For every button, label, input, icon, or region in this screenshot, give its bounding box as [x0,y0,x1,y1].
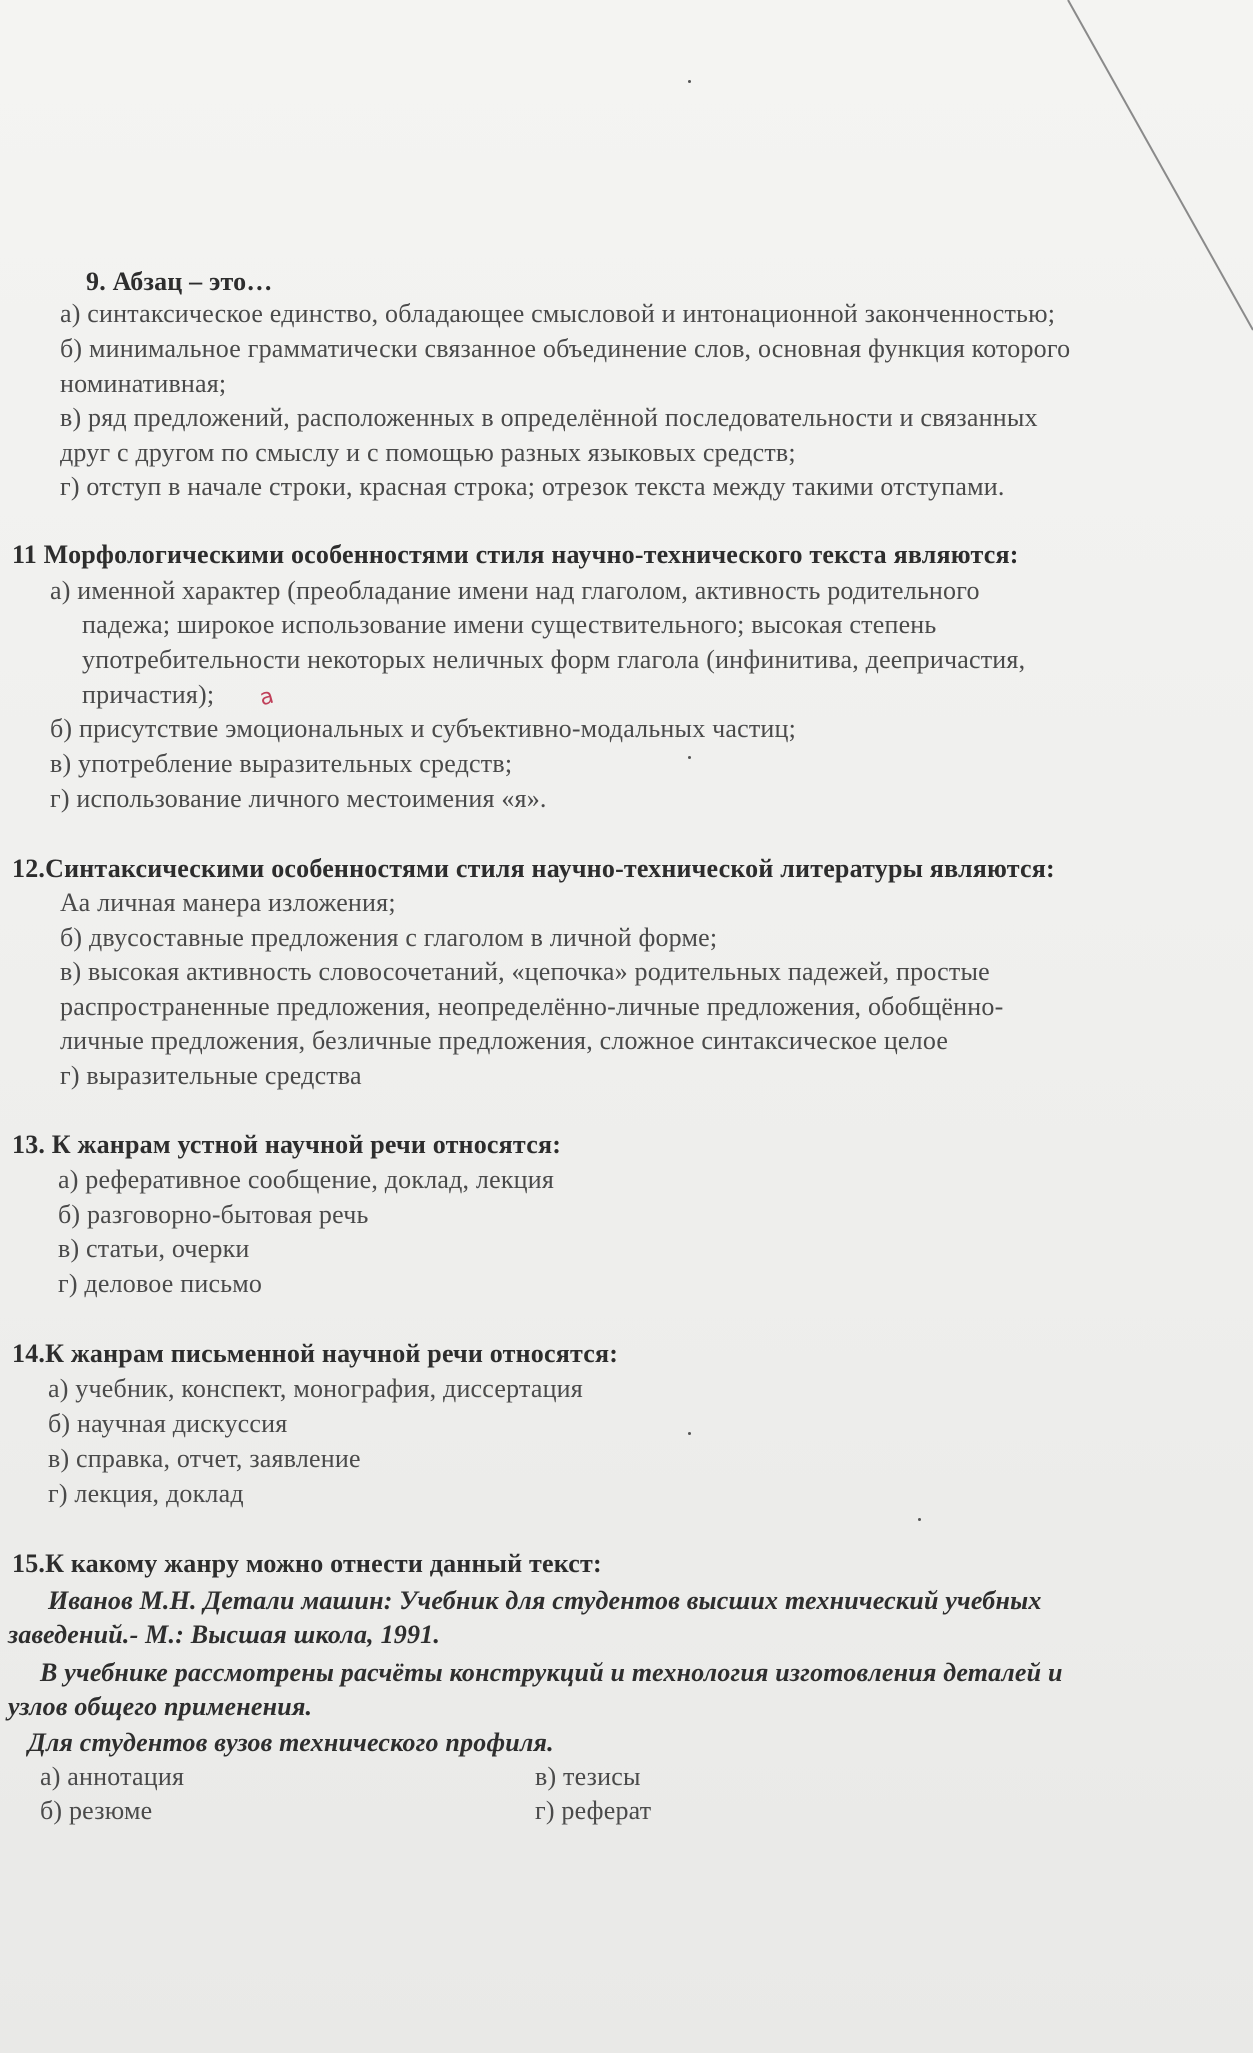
q15-text-line1: Иванов М.Н. Детали машин: Учебник для студентов высших технический учебных [48,1586,1042,1615]
q12-option-v-line3: личные предложения, безличные предложения, сложное синтаксическое целое [60,1026,949,1055]
q12-option-b: б) двусоставные предложения с глаголом в личной форме; [60,923,718,952]
q13-option-g: г) деловое письмо [58,1269,263,1298]
q14-option-a: а) учебник, конспект, монография, диссертация [48,1374,583,1403]
q11-option-a-line3: употребительности некоторых неличных форм глагола (инфинитива, деепричастия, [82,645,1026,674]
q11-option-g: г) использование личного местоимения «я». [50,784,547,813]
q11-option-v: в) употребление выразительных средств; [50,749,513,778]
q15-text-line3: В учебнике рассмотрены расчёты конструкций и технология изготовления деталей и [40,1658,1063,1687]
q9-option-v-line2: друг с другом по смыслу и с помощью разных языковых средств; [60,438,796,467]
q9-title: 9. Абзац – это… [86,267,273,296]
q15-option-b: б) резюме [40,1796,153,1825]
q15-option-g: г) реферат [535,1796,652,1825]
paper-speck [918,1518,921,1521]
paper-speck [688,80,691,83]
paper-speck [688,756,691,759]
q15-title: 15.К какому жанру можно отнести данный текст: [12,1549,602,1578]
q9-option-b-line1: б) минимальное грамматически связанное объединение слов, основная функция которого [60,334,1071,363]
q11-option-a-line2: падежа; широкое использование имени существительного; высокая степень [82,610,937,639]
q14-option-g: г) лекция, доклад [48,1479,244,1508]
q15-option-v: в) тезисы [535,1762,641,1791]
q11-title: 11 Морфологическими особенностями стиля научно-технического текста являются: [12,540,1019,569]
paper-speck [688,1432,691,1435]
q11-option-a-line1: а) именной характер (преобладание имени над глаголом, активность родительного [50,576,980,605]
handwritten-answer-mark: а [256,683,277,712]
q14-option-b: б) научная дискуссия [48,1409,288,1438]
q12-option-v-line2: распространенные предложения, неопределённо-личные предложения, обобщённо- [60,992,1004,1021]
q9-option-v-line1: в) ряд предложений, расположенных в определённой последовательности и связанных [60,403,1038,432]
q13-option-v: в) статьи, очерки [58,1234,250,1263]
q15-option-a: а) аннотация [40,1762,185,1791]
q12-option-v-line1: в) высокая активность словосочетаний, «цепочка» родительных падежей, простые [60,957,990,986]
q12-title: 12.Синтаксическими особенностями стиля научно-технической литературы являются: [12,854,1055,883]
q9-option-b-line2: номинативная; [60,369,227,398]
q15-text-line2: заведений.- М.: Высшая школа, 1991. [8,1620,441,1649]
q12-option-a: Аа личная манера изложения; [60,888,396,917]
q13-option-b: б) разговорно-бытовая речь [58,1200,369,1229]
q13-title: 13. К жанрам устной научной речи относятся: [12,1130,562,1159]
q9-option-g: г) отступ в начале строки, красная строка; отрезок текста между такими отступами. [60,472,1005,501]
q14-option-v: в) справка, отчет, заявление [48,1444,361,1473]
q12-option-g: г) выразительные средства [60,1061,362,1090]
q15-text-line5: Для студентов вузов технического профиля. [28,1728,554,1757]
q14-title: 14.К жанрам письменной научной речи относятся: [12,1339,619,1368]
q11-option-a-line4: причастия); [82,680,215,709]
q13-option-a: а) реферативное сообщение, доклад, лекция [58,1165,555,1194]
q15-text-line4: узлов общего применения. [8,1692,313,1721]
q11-option-b: б) присутствие эмоциональных и субъективно-модальных частиц; [50,714,797,743]
q9-option-a: а) синтаксическое единство, обладающее смысловой и интонационной законченностью; [60,299,1056,328]
